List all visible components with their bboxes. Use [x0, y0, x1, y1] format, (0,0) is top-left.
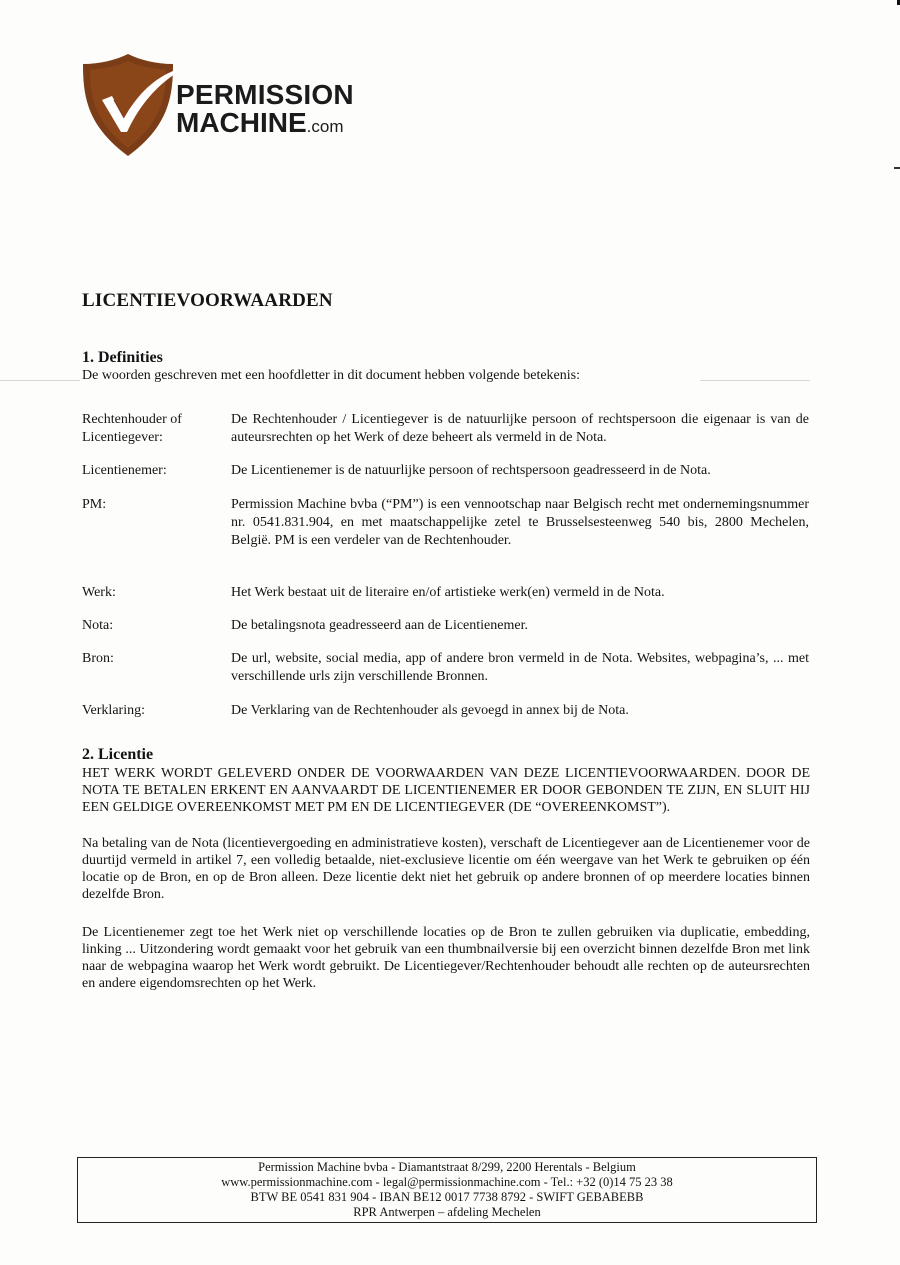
- definition-description: De Verklaring van de Rechtenhouder als gevoegd in annex bij de Nota.: [231, 703, 629, 718]
- definition-description: Het Werk bestaat uit de literaire en/of artistieke werk(en) vermeld in de Nota.: [231, 585, 665, 600]
- divider: [0, 380, 80, 381]
- footer-contact: www.permissionmachine.com - legal@permissionmachine.com - Tel.: +32 (0)14 75 23 38: [221, 1175, 673, 1189]
- definition-description: De url, website, social media, app of andere bron vermeld in de Nota. Websites, webpagina’s, ... met verschillende urls zijn verschillende Bronnen.: [231, 651, 809, 684]
- divider: [700, 380, 810, 381]
- definition-term: Rechtenhouder of Licentiegever:: [82, 412, 182, 445]
- paragraph: Na betaling van de Nota (licentievergoeding en administratieve kosten), verschaft de Licentiegever aan de Licentienemer voor de duurtijd vermeld in artikel 7, een volledig betaalde, niet-exclusieve licentie om één weergave van het Werk te gebruiken op één locatie op de Bron, en op de Bron alleen. Deze licentie dekt niet het gebruik op andere bronnen of op meerdere locaties binnen dezelfde Bron.: [82, 836, 810, 902]
- definition-term: Nota:: [82, 618, 114, 633]
- definition-term: Bron:: [82, 651, 114, 666]
- definition-term: PM:: [82, 497, 107, 512]
- company-logo: [80, 52, 380, 162]
- paragraph: HET WERK WORDT GELEVERD ONDER DE VOORWAARDEN VAN DEZE LICENTIEVOORWAARDEN. DOOR DE NOTA TE BETALEN ERKENT EN AANVAARDT DE LICENTIENEMER ER DOOR GEBONDEN TE ZIJN, EN SLUIT HIJ EEN GELDIGE OVEREENKOMST MET PM EN DE LICENTIEGEVER (DE “OVEREENKOMST”).: [82, 766, 810, 815]
- shield-check-icon: [80, 52, 176, 158]
- document-title: LICENTIEVOORWAARDEN: [82, 290, 333, 311]
- definition-term: Licentienemer:: [82, 463, 167, 478]
- footer-bank-details: BTW BE 0541 831 904 - IBAN BE12 0017 7738 8792 - SWIFT GEBABEBB: [250, 1190, 644, 1204]
- definition-description: Permission Machine bvba (“PM”) is een vennootschap naar Belgisch recht met ondernemingsnummer nr. 0541.831.904, en met maatschappelijke zetel te Brusselsesteenweg 540 bis, 2800 Mechelen, België. PM is een verdeler van de Rechtenhouder.: [231, 497, 809, 548]
- section-intro: De woorden geschreven met een hoofdletter in dit document hebben volgende betekenis:: [82, 368, 580, 383]
- scan-side-mark: [894, 167, 900, 169]
- definition-description: De betalingsnota geadresseerd aan de Licentienemer.: [231, 618, 528, 633]
- footer-company-details: [77, 1157, 817, 1223]
- definition-term: Verklaring:: [82, 703, 145, 718]
- brand-name-line1: PERMISSION: [176, 79, 354, 110]
- brand-name-line2: [176, 109, 344, 141]
- definition-description: De Rechtenhouder / Licentiegever is de natuurlijke persoon of rechtspersoon die eigenaar is van de auteursrechten op het Werk of deze beheert als vermeld in de Nota.: [231, 412, 809, 445]
- paragraph: De Licentienemer zegt toe het Werk niet op verschillende locaties op de Bron te zullen gebruiken via duplicatie, embedding, linking ... Uitzondering wordt gemaakt voor het gebruik van een thumbnailversie bij een overzicht binnen dezelfde Bron met link naar de webpagina waarop het Werk wordt gebruikt. De Licentiegever/Rechtenhouder behoudt alle rechten op de auteursrechten en andere eigendomsrechten op het Werk.: [82, 925, 810, 991]
- footer-address: Permission Machine bvba - Diamantstraat 8/299, 2200 Herentals - Belgium: [258, 1160, 636, 1174]
- footer-registry: RPR Antwerpen – afdeling Mechelen: [353, 1205, 541, 1219]
- definition-description: De Licentienemer is de natuurlijke persoon of rechtspersoon geadresseerd in de Nota.: [231, 463, 711, 478]
- brand-domain-suffix: .com: [306, 117, 344, 136]
- section-heading-licentie: 2. Licentie: [82, 746, 154, 763]
- brand-name-machine: MACHINE: [176, 107, 307, 138]
- definition-term: Werk:: [82, 585, 116, 600]
- section-heading-definities: 1. Definities: [82, 349, 163, 366]
